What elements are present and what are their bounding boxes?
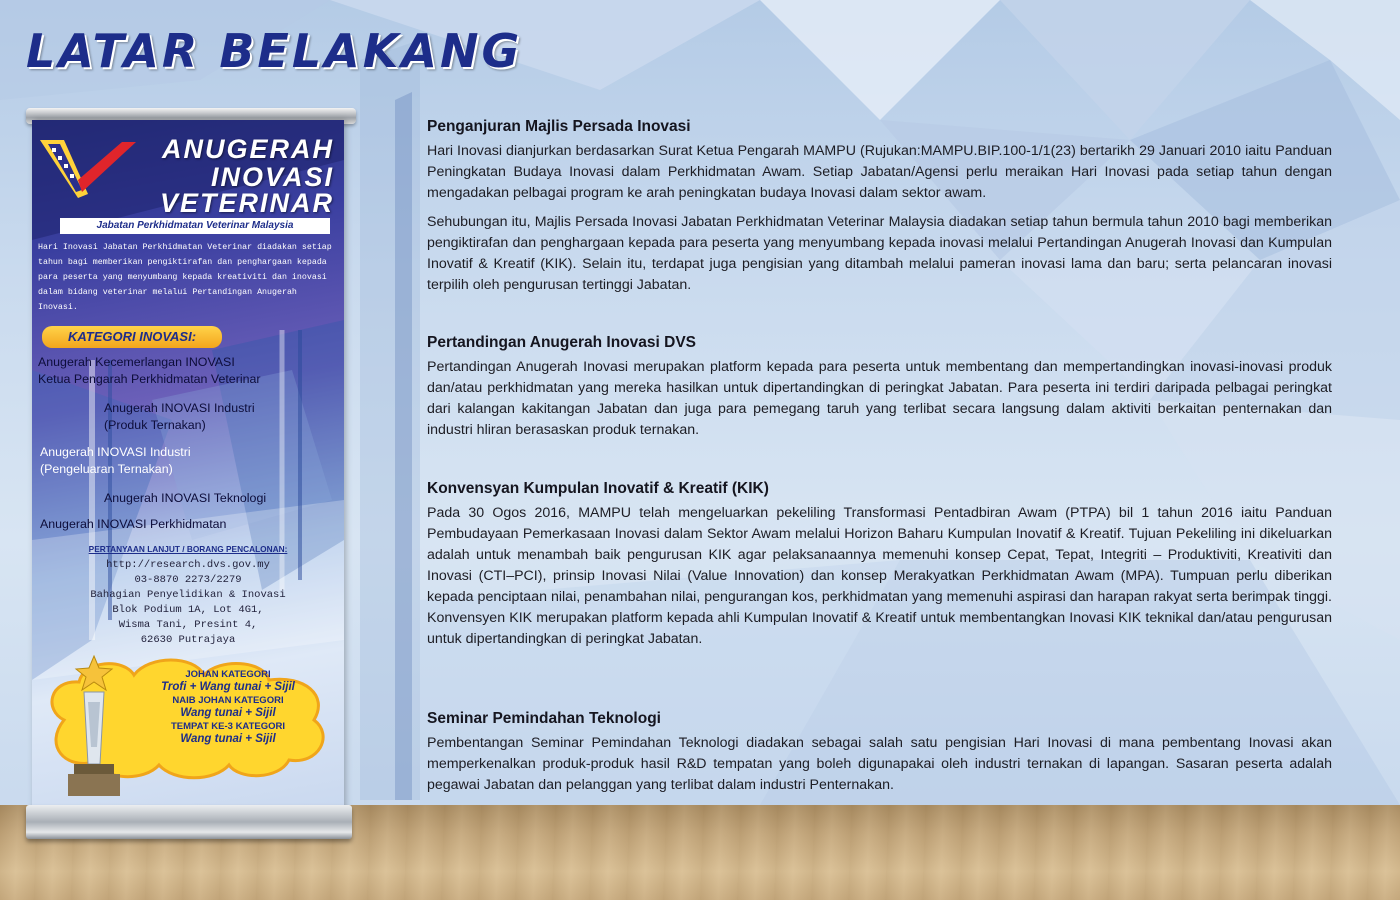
category-item: Anugerah INOVASI Perkhidmatan — [40, 517, 227, 531]
page-title: LATAR BELAKANG — [26, 24, 523, 78]
prize-value: Wang tunai + Sijil — [180, 733, 276, 745]
category-item: Ketua Pengarah Perkhidmatan Veterinar — [38, 372, 261, 386]
banner-title-line1: ANUGERAH — [161, 134, 334, 164]
section-paragraph: Sehubungan itu, Majlis Persada Inovasi Jabatan Perkhidmatan Veterinar Malaysia diadakan setiap tahun bermula tahun 2010 bagi memberikan pengiktirafan dan penghargaan kepada para peserta yang menyumbang kepada inovasi melalui Pertandingan Anugerah Inovasi dan Kumpulan Inovatif & Kreatif (KIK). Selain itu, terdapat juga pengisian yang ditambah melalui pameran inovasi lama dan baru; serta pelancaran inovasi terpilih oleh pengurusan tertinggi Jabatan. — [427, 214, 1332, 293]
contact-phone: 03-8870 2273/2279 — [134, 574, 242, 586]
prize-heading: NAIB JOHAN KATEGORI — [172, 695, 284, 706]
contact-heading: PERTANYAAN LANJUT / BORANG PENCALONAN: — [88, 544, 288, 554]
category-item: Anugerah INOVASI Industri — [104, 401, 255, 415]
prize-value: Trofi + Wang tunai + Sijil — [161, 681, 295, 693]
category-item: Anugerah INOVASI Teknologi — [104, 491, 267, 505]
section-paragraph: Hari Inovasi dianjurkan berdasarkan Surat Ketua Pengarah MAMPU (Rujukan:MAMPU.BIP.100-1/1(23) bertarikh 29 Januari 2010 iaitu Panduan Peningkatan Budaya Inovasi dalam Perkhidmatan Awam. Setiap Jabatan/Agensi perlu meraikan Hari Inovasi pada setiap tahun dengan mengadakan pelbagai program ke arah peningkatan budaya Inovasi dalam sektor awam. — [427, 143, 1332, 201]
section-paragraph: Pertandingan Anugerah Inovasi merupakan platform kepada para peserta untuk membentang dan mempertandingkan inovasi-inovasi produk dan/atau perkhidmatan yang mereka hasilkan untuk dipertandingkan di peringkat Jabatan. Para peserta ini terdiri daripada pelbagai peringkat dari kalangan kakitangan Jabatan dan juga para pemegang taruh yang terlibat secara langsung dalam aktiviti berkaitan penternakan dan industri hliran berasaskan produk ternakan. — [427, 359, 1332, 438]
prize-list — [128, 668, 328, 746]
section-heading: Pertandingan Anugerah Inovasi DVS — [427, 334, 697, 351]
trophy-icon — [54, 652, 130, 802]
section-heading: Seminar Pemindahan Teknologi — [427, 710, 661, 727]
section-seminar — [427, 710, 1332, 804]
banner-base-stand — [26, 805, 352, 839]
banner-title-line3: VETERINAR — [159, 188, 334, 218]
kategori-label: KATEGORI INOVASI: — [42, 326, 222, 348]
dvs-logo — [38, 132, 138, 202]
contact-line: Wisma Tani, Presint 4, — [118, 619, 258, 631]
section-pertandingan — [427, 334, 1332, 449]
section-konvensyen — [427, 480, 1332, 658]
prize-heading: JOHAN KATEGORI — [185, 669, 271, 680]
section-heading: Penganjuran Majlis Persada Inovasi — [427, 118, 691, 135]
category-item: (Pengeluaran Ternakan) — [40, 462, 173, 476]
category-item: (Produk Ternakan) — [104, 418, 206, 432]
prize-value: Wang tunai + Sijil — [180, 707, 276, 719]
contact-line: 62630 Putrajaya — [140, 634, 236, 646]
contact-details — [52, 558, 324, 648]
banner-intro: Hari Inovasi Jabatan Perkhidmatan Veterinar diadakan setiap tahun bagi memberikan pengiktirafan dan penghargaan kepada para peserta yang menyumbang kepada kreativiti dan inovasi dalam bidang veterinar melalui Pertandingan Anugerah Inovasi. — [38, 243, 332, 312]
contact-website: http://research.dvs.gov.my — [106, 559, 270, 571]
banner-title-line2: INOVASI — [210, 162, 334, 192]
category-item: Anugerah Kecemerlangan INOVASI — [38, 355, 235, 369]
contact-line: Blok Podium 1A, Lot 4G1, — [112, 604, 264, 616]
section-penganjuran — [427, 118, 1332, 304]
prize-heading: TEMPAT KE-3 KATEGORI — [171, 721, 285, 732]
section-heading: Konvensyan Kumpulan Inovatif & Kreatif (KIK) — [427, 480, 769, 497]
contact-line: Bahagian Penyelidikan & Inovasi — [90, 589, 286, 601]
category-item: Anugerah INOVASI Industri — [40, 445, 191, 459]
banner-department: Jabatan Perkhidmatan Veterinar Malaysia — [60, 218, 330, 234]
section-paragraph: Pada 30 Ogos 2016, MAMPU telah mengeluarkan pekeliling Transformasi Pentadbiran Awam (PTPA) bil 1 tahun 2016 iaitu Panduan Pembudayaan Pemerkasaan Inovasi dalam Sektor Awam melalui Horizon Baharu Kumpulan Inovatif & Kreatif. Tujuan Pekeliling ini dikeluarkan adalah untuk menambah baik pengurusan KIK agar pelaksanaannya memenuhi konsep Cepat, Tepat, Integriti – Produktiviti, Kreativiti dan Inovasi (CTI–PCI), prinsip Inovasi Nilai (Value Innovation) dan konsep Merakyatkan Perkhidmatan Awam (MPA). Tumpuan perlu diberikan kepada penciptaan nilai, penambahan nilai, pengurangan kos, perkhidmatan yang memenuhi aspirasi dan harapan rakyat serta berimpak tinggi. Konvensyen KIK merupakan platform kepada ahli Kumpulan Inovatif & Kreatif untuk membentangkan Inovasi KIK teknikal dan/atau pengurusan untuk dipertandingkan di peringkat Jabatan. — [427, 505, 1332, 647]
rollup-banner — [32, 120, 344, 812]
section-paragraph: Pembentangan Seminar Pemindahan Teknologi diadakan sebagai salah satu pengisian Hari Inovasi di mana pembentang Inovasi akan memperkenalkan produk-produk hasil R&D tempatan yang boleh digunapakai oleh industri ternakan di lapangan. Sasaran peserta adalah pegawai Jabatan dan pelanggan yang terlibat dalam industri Penternakan. — [427, 735, 1332, 793]
